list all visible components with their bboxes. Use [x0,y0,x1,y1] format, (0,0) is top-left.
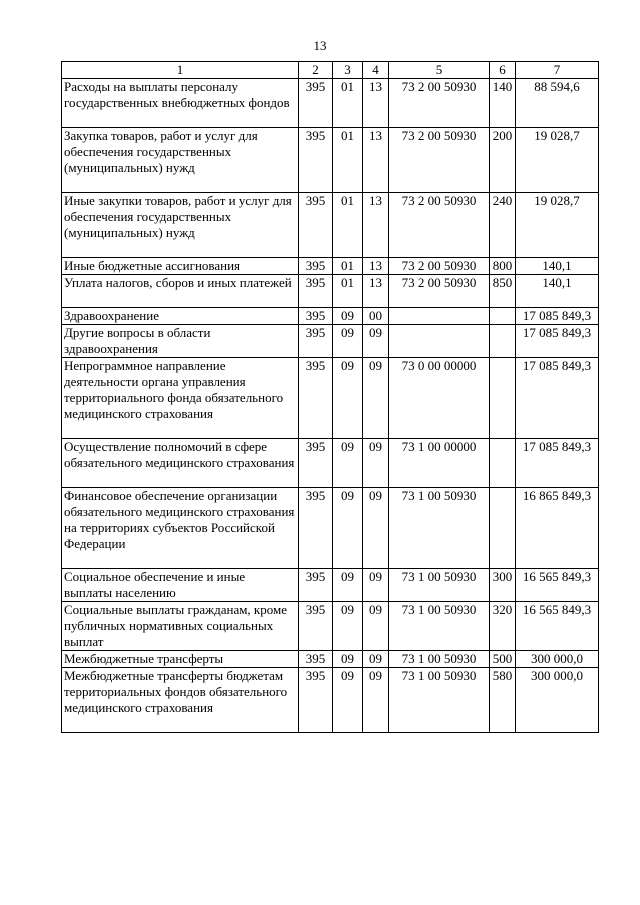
row-c5 [389,325,490,358]
row-c2: 395 [299,193,333,258]
table-row [62,325,599,358]
row-c5: 73 1 00 50930 [389,651,490,668]
row-c7: 19 028,7 [516,193,599,258]
row-c3: 09 [333,668,363,733]
row-c5: 73 2 00 50930 [389,258,490,275]
row-name: Другие вопросы в области здравоохранения [62,325,299,358]
row-c6: 850 [490,275,516,308]
row-c4: 13 [363,79,389,128]
budget-table [61,61,599,733]
row-c3: 01 [333,128,363,193]
header-col-2: 2 [299,62,333,79]
row-c3: 09 [333,439,363,488]
row-name: Межбюджетные трансферты бюджетам территориальных фондов обязательного медицинского страхования [62,668,299,733]
row-c6: 500 [490,651,516,668]
row-c2: 395 [299,128,333,193]
row-c7: 300 000,0 [516,651,599,668]
row-c5: 73 1 00 50930 [389,602,490,651]
row-c6 [490,358,516,439]
row-name: Осуществление полномочий в сфере обязательного медицинского страхования [62,439,299,488]
row-c5: 73 1 00 50930 [389,569,490,602]
row-c7: 16 865 849,3 [516,488,599,569]
row-c5: 73 1 00 00000 [389,439,490,488]
row-c6: 580 [490,668,516,733]
row-name: Непрограммное направление деятельности органа управления территориального фонда обязательного медицинского страхования [62,358,299,439]
table-row [62,488,599,569]
row-c2: 395 [299,488,333,569]
row-c4: 13 [363,128,389,193]
table-row [62,439,599,488]
row-c2: 395 [299,569,333,602]
row-c7: 16 565 849,3 [516,602,599,651]
row-c6: 140 [490,79,516,128]
row-c5: 73 0 00 00000 [389,358,490,439]
row-c3: 09 [333,602,363,651]
row-c3: 01 [333,275,363,308]
row-name: Расходы на выплаты персоналу государственных внебюджетных фондов [62,79,299,128]
row-c7: 140,1 [516,275,599,308]
row-c7: 19 028,7 [516,128,599,193]
row-c5: 73 2 00 50930 [389,79,490,128]
table-row [62,258,599,275]
row-c5: 73 2 00 50930 [389,193,490,258]
row-c7: 17 085 849,3 [516,439,599,488]
row-c7: 140,1 [516,258,599,275]
row-c3: 09 [333,308,363,325]
row-c7: 17 085 849,3 [516,308,599,325]
header-col-5: 5 [389,62,490,79]
row-name: Уплата налогов, сборов и иных платежей [62,275,299,308]
row-c6 [490,325,516,358]
row-c3: 09 [333,358,363,439]
row-c4: 09 [363,439,389,488]
table-row [62,275,599,308]
row-c4: 00 [363,308,389,325]
row-c3: 01 [333,193,363,258]
table-row [62,128,599,193]
row-name: Социальные выплаты гражданам, кроме публичных нормативных социальных выплат [62,602,299,651]
row-c6 [490,488,516,569]
row-c2: 395 [299,308,333,325]
row-c4: 09 [363,488,389,569]
row-c6: 240 [490,193,516,258]
row-name: Финансовое обеспечение организации обязательного медицинского страхования на территориях субъектов Российской Федерации [62,488,299,569]
row-c5: 73 2 00 50930 [389,128,490,193]
row-c4: 13 [363,258,389,275]
table-row [62,358,599,439]
row-name: Иные закупки товаров, работ и услуг для обеспечения государственных (муниципальных) нужд [62,193,299,258]
row-c2: 395 [299,668,333,733]
row-c2: 395 [299,602,333,651]
row-c4: 09 [363,602,389,651]
row-c3: 01 [333,258,363,275]
header-col-4: 4 [363,62,389,79]
row-c2: 395 [299,651,333,668]
row-c6: 320 [490,602,516,651]
row-name: Закупка товаров, работ и услуг для обеспечения государственных (муниципальных) нужд [62,128,299,193]
row-c4: 13 [363,193,389,258]
row-c7: 88 594,6 [516,79,599,128]
row-c4: 09 [363,651,389,668]
table-row [62,651,599,668]
row-c2: 395 [299,439,333,488]
row-c5 [389,308,490,325]
row-c2: 395 [299,79,333,128]
page-number: 13 [313,38,327,53]
header-col-6: 6 [490,62,516,79]
header-col-1: 1 [62,62,299,79]
row-c3: 09 [333,488,363,569]
row-c6 [490,308,516,325]
row-c4: 09 [363,325,389,358]
row-c7: 300 000,0 [516,668,599,733]
row-name: Межбюджетные трансферты [62,651,299,668]
row-c6: 800 [490,258,516,275]
row-c2: 395 [299,258,333,275]
row-name: Иные бюджетные ассигнования [62,258,299,275]
row-c7: 17 085 849,3 [516,325,599,358]
row-c5: 73 1 00 50930 [389,668,490,733]
row-c2: 395 [299,275,333,308]
row-c6 [490,439,516,488]
row-c4: 09 [363,569,389,602]
row-name: Здравоохранение [62,308,299,325]
row-c3: 09 [333,651,363,668]
row-c7: 16 565 849,3 [516,569,599,602]
row-c5: 73 2 00 50930 [389,275,490,308]
table-row [62,79,599,128]
row-c3: 09 [333,325,363,358]
table-row [62,308,599,325]
row-c2: 395 [299,325,333,358]
row-c4: 13 [363,275,389,308]
table-row [62,569,599,602]
row-name: Социальное обеспечение и иные выплаты населению [62,569,299,602]
row-c4: 09 [363,668,389,733]
row-c6: 200 [490,128,516,193]
row-c5: 73 1 00 50930 [389,488,490,569]
table-row [62,602,599,651]
table-header-row [62,62,599,79]
row-c7: 17 085 849,3 [516,358,599,439]
table-row [62,193,599,258]
row-c3: 09 [333,569,363,602]
row-c6: 300 [490,569,516,602]
row-c4: 09 [363,358,389,439]
header-col-7: 7 [516,62,599,79]
table-row [62,668,599,733]
header-col-3: 3 [333,62,363,79]
row-c2: 395 [299,358,333,439]
row-c3: 01 [333,79,363,128]
